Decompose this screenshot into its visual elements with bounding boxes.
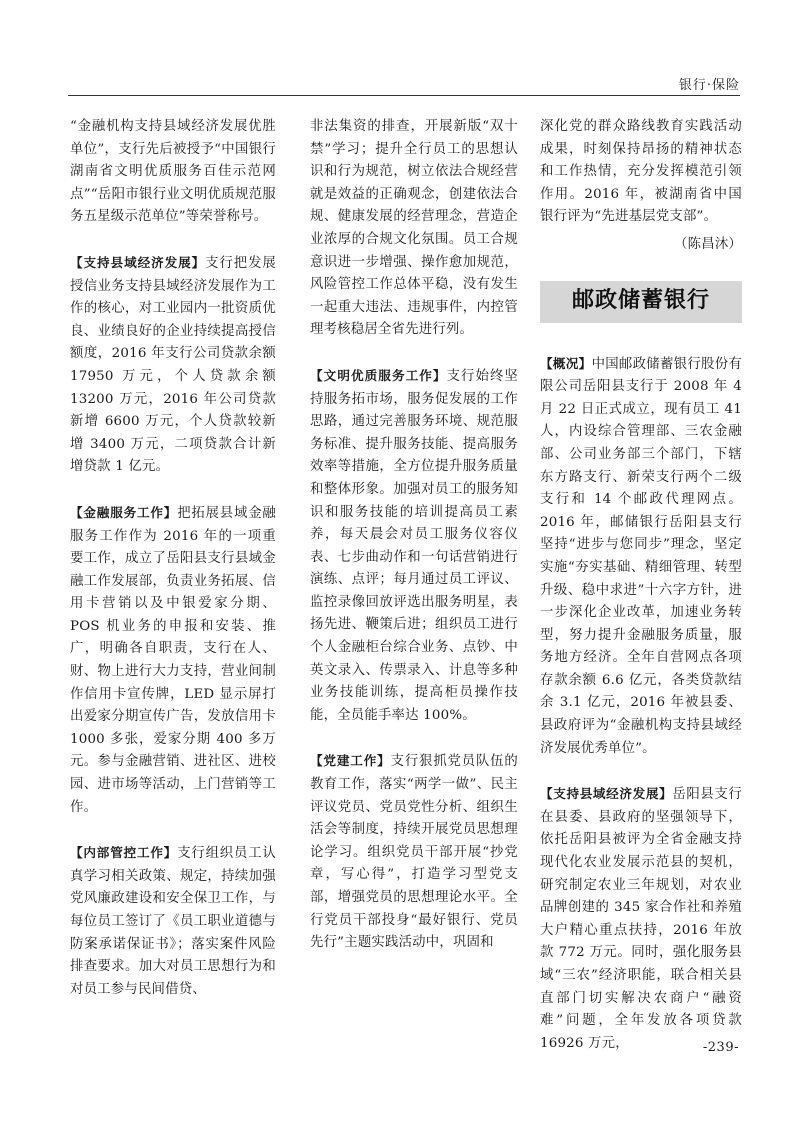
section-banner: 邮政储蓄银行 (540, 281, 742, 323)
section-heading: 【党建工作】 (310, 753, 391, 769)
section-heading: 【支持县域经济发展】 (70, 254, 206, 270)
paragraph (540, 353, 742, 761)
paragraph (540, 783, 742, 1055)
section-heading: 【支持县域经济发展】 (540, 786, 673, 802)
column-2 (310, 116, 518, 978)
paragraph (310, 116, 518, 342)
paragraph-text: 把拓展县域金融服务工作作为 2016 年的一项重要工作，成立了岳阳县支行县域金融工作发展部，负责业务拓展、信用卡营销以及中银爱家分期、POS 机业务的申报和安装、推广，明确各自职责，支行在人、财、物上进行大力支持，营业间制作信用卡宣传牌，LED 显示屏打出爱家分期宣传广告，发放信用卡 1000 多张，爱家分期 400 多万元。参与金融营销、进社区、进校园、进市场等活动，上门营销等工作。 (70, 505, 276, 815)
section-heading: 【文明优质服务工作】 (310, 367, 447, 383)
paragraph (70, 842, 276, 1001)
paragraph-text: “金融机构支持县域经济发展优胜单位”，支行先后被授予“中国银行湖南省文明优质服务百佳示范网点”“岳阳市银行业文明优质规范服务五星级示范单位”等荣誉称号。 (70, 119, 276, 225)
paragraph-text: 支行组织员工认真学习相关政策、规定，持续加强党风廉政建设和安全保卫工作，与每位员工签订了《员工职业道德与防案承诺保证书》；落实案件风险排查要求。加大对员工思想行为和对员工参与民间借贷、 (70, 846, 276, 997)
paragraph-text: 非法集资的排查，开展新版“双十禁”学习；提升全行员工的思想认识和行为规范，树立依法合规经营就是效益的正确观念，创建依法合规、健康发展的经营理念，营造企业浓厚的合规文化氛围。员工合规意识进一步增强、操作愈加规范，风险管控工作总体平稳，没有发生一起重大违法、违规事件，内控管理考核稳居全省先进行列。 (310, 119, 518, 338)
paragraph (540, 116, 742, 229)
paragraph (310, 365, 518, 728)
paragraph (310, 750, 518, 954)
paragraph-text: 支行狠抓党员队伍的教育工作，落实“两学一做”、民主评议党员、党员党性分析、组织生活会等制度，持续开展党员思想理论学习。组织党员干部开展“抄党章，写心得”，打造学习型党支部，增强党员的思想理论水平。全行党员干部投身“最好银行、党员先行”主题实践活动中，巩固和 (310, 754, 518, 951)
paragraph-text: 中国邮政储蓄银行股份有限公司岳阳县支行于 2008 年 4 月 22 日正式成立，现有员工 41 人，内设综合管理部、三农金融部、公司业务部三个部门，下辖东方路支行、新荣支行两个二级支行和 14 个邮政代理网点。2016 年，邮储银行岳阳县支行坚持“进步与您同步”理念，坚定实施“夯实基础、精细管理、转型升级、稳中求进”十六字方针，进一步深化企业改革，加速业务转型，努力提升金融服务质量，服务地方经济。全年自营网点各项存款余额 6.6 亿元，各类贷款结余 3.1 亿元，2016 年被县委、县政府评为“金融机构支持县域经济发展优秀单位”。 (540, 356, 742, 756)
paragraph-text: 岳阳县支行在县委、县政府的坚强领导下，依托岳阳县被评为全省金融支持现代化农业发展示范县的契机，研究制定农业三年规划，对农业品牌创建的 345 家合作社和养殖大户精心重点扶持，2016 年放款 772 万元。同时，强化服务县域“三农”经济职能，联合相关县直部门切实解决农商户“融资难”问题，全年发放各项贷款 16926 万元， (540, 787, 743, 1051)
paragraph-text: 支行把发展授信业务支持县域经济发展作为工作的核心，对工业园内一批资质优良、业绩良好的企业持续提高授信额度，2016 年支行公司贷款余额 17950 万元，个人贷款余额 13200 万元，2016 年公司贷款新增 6600 万元，个人贷款较新增 3400 万元，二项贷款合计新增贷款 1 亿元。 (70, 255, 277, 475)
section-heading: 【金融服务工作】 (70, 504, 178, 520)
author-credit: （陈昌沐） (674, 236, 742, 252)
section-heading: 【内部管控工作】 (70, 845, 178, 861)
page-number: -239- (702, 1040, 739, 1055)
paragraph (70, 502, 276, 819)
paragraph (70, 252, 276, 479)
section-heading: 【概况】 (540, 355, 592, 371)
header-rule (68, 95, 740, 96)
column-1 (70, 116, 276, 1024)
section-label: 银行·保险 (678, 78, 740, 93)
paragraph-text: 深化党的群众路线教育实践活动成果，时刻保持昂扬的精神状态和工作热情，充分发挥模范引领作用。2016 年，被湖南省中国银行评为“先进基层党支部”。 (540, 119, 742, 225)
paragraph (70, 116, 276, 229)
paragraph-text: 支行始终坚持服务拓市场，服务促发展的工作思路，通过完善服务环境、规范服务标准、提升服务技能、提高服务效率等措施，全方位提升服务质量和整体形象。加强对员工的服务知识和服务技能的培训提高员工素养，每天晨会对员工服务仪容仪表、七步曲动作和一句话营销进行演练、点评；每月通过员工评议、监控录像回放评选出服务明星，表扬先进、鞭策后进；组织员工进行个人金融柜台综合业务、点钞、中英文录入、传票录入、计息等多种业务技能训练，提高柜员操作技能，全员能手率达 100%。 (310, 368, 519, 723)
column-3 (540, 116, 742, 1078)
